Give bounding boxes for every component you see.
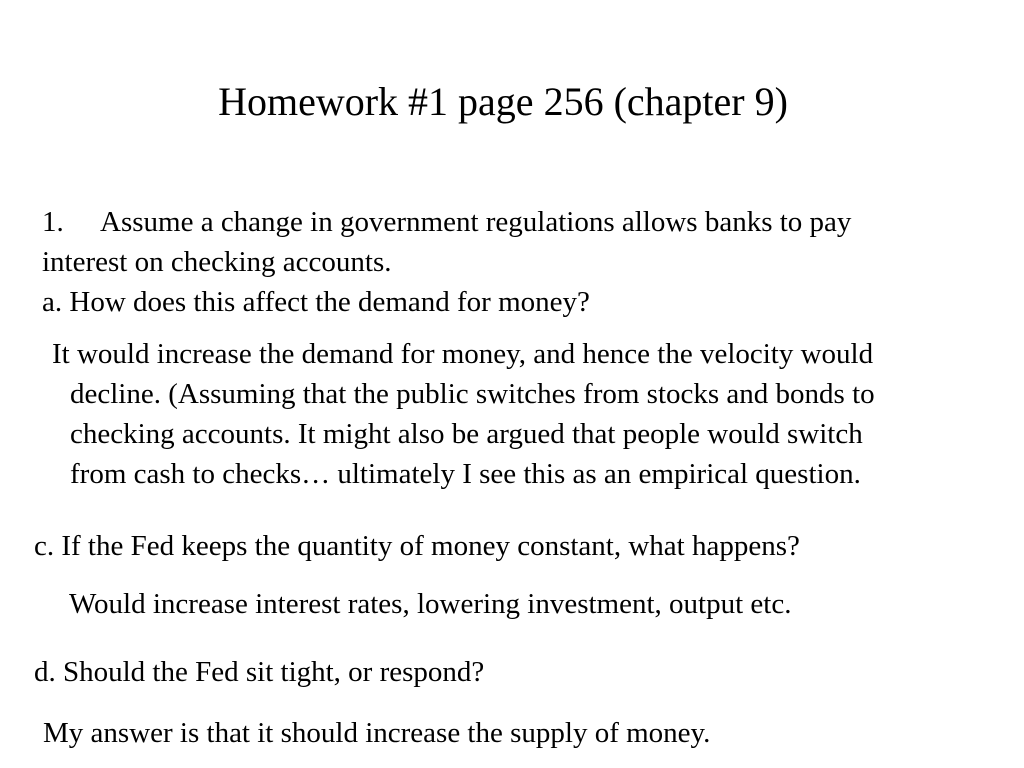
question-1-line-2: interest on checking accounts. [42,246,392,278]
question-d: d. Should the Fed sit tight, or respond? [34,656,485,688]
answer-a-line-1: It would increase the demand for money, and hence the velocity would [52,338,874,370]
answer-a-line-2: decline. (Assuming that the public switches from stocks and bonds to [70,378,875,410]
question-1-number: 1. [42,206,64,238]
answer-a-line-3: checking accounts. It might also be argued that people would switch [70,418,863,450]
question-a: a. How does this affect the demand for money? [42,286,590,318]
question-c: c. If the Fed keeps the quantity of money constant, what happens? [34,530,800,562]
answer-a-line-4: from cash to checks… ultimately I see this as an empirical question. [70,458,861,490]
question-1 [42,202,851,282]
question-1-text-1: Assume a change in government regulations allows banks to pay [100,206,852,238]
answer-a [52,334,875,494]
question-1-line-1 [42,202,851,242]
answer-d: My answer is that it should increase the supply of money. [43,717,711,749]
answer-c: Would increase interest rates, lowering investment, output etc. [69,588,792,620]
slide-title: Homework #1 page 256 (chapter 9) [218,79,788,124]
